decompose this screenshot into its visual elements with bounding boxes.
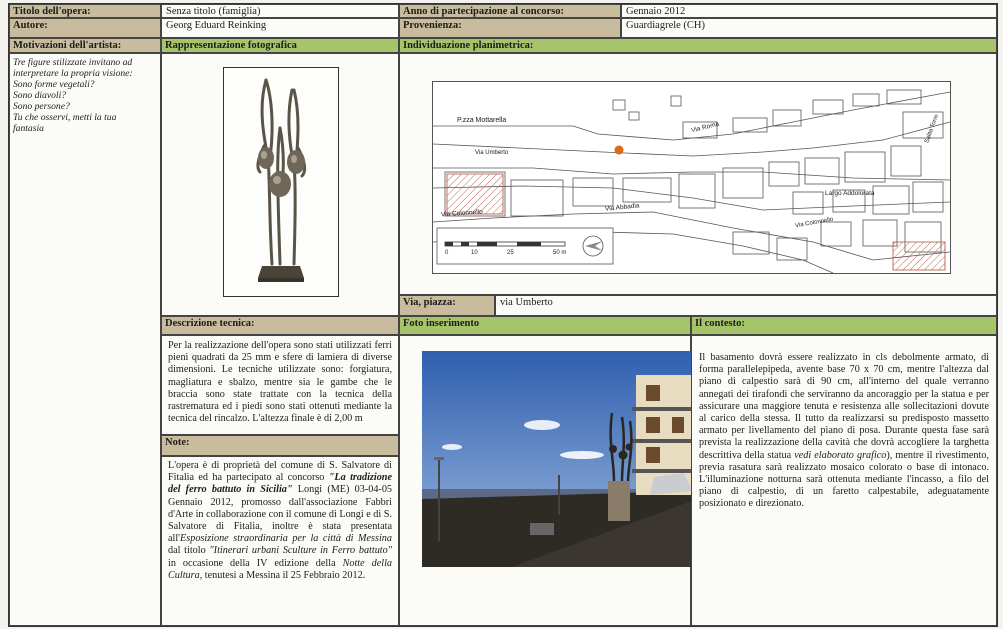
map-label: Individuazione planimetrica: [399, 38, 997, 53]
context-text [699, 352, 989, 511]
sculpture-image [224, 68, 338, 296]
title-label: Titolo dell'opera: [9, 4, 161, 18]
author-label: Autore: [9, 18, 161, 38]
author-value: Georg Eduard Reinking [161, 18, 399, 38]
motivation-line: fantasia [13, 123, 44, 134]
notes-box [161, 456, 399, 626]
motivation-label: Motivazioni dell'artista: [9, 38, 161, 53]
motivation-line: Sono persone? [13, 101, 70, 112]
origin-value: Guardiagrele (CH) [621, 18, 997, 38]
map-label-via-colonnello-2: Via Colonnello [794, 216, 834, 230]
site-plan-drawing [433, 82, 950, 273]
tech-box [161, 335, 399, 435]
map-label-via-abbadia: Via Abbadia [604, 202, 640, 213]
title-value: Senza titolo (famiglia) [161, 4, 399, 18]
location-marker [615, 146, 624, 155]
street-value: via Umberto [495, 295, 997, 316]
map-label-via-colonnello: Via Colonnello [440, 208, 484, 219]
context-ref: vedi elaborato grafico [794, 449, 887, 461]
scale-label-10: 10 [471, 250, 478, 256]
tech-label: Descrizione tecnica: [161, 316, 399, 335]
context-label: Il contesto: [691, 316, 997, 335]
notes-part: dal titolo [168, 545, 210, 557]
map-label-piazza: P.zza Mottarella [457, 117, 507, 124]
notes-part: Longi (ME) 03-04-05 Gennaio 2012, promosso dall'associazione Fabbri d'Arte in collaborazione con il comune di Longi e di S. Salvatore di Fitalia, inoltre è stata presentata all' [168, 484, 393, 545]
map-label-via-umberto: Via Umberto [475, 150, 509, 156]
insertion-image [422, 351, 692, 567]
context-part: Il basamento dovrà essere realizzato in cls debolmente armato, di forma parallelepipeda, avente base 70 x 70 cm, mentre l'altezza dal piano di calpestio sarà di 90 cm, all'interno del quale verranno annegati dei tirafondi che serviranno da ancoraggio per la statua e per assicurare una maggiore tenuta e resistenza alle sollecitazioni dovute al carico della stessa. Il tutto da realizzarsi su predisposto massetto armato per livellamento del piano di posa. Durante questa fase sarà prevista la realizzazione della cavità che dovrà accogliere la targhetta descrittiva della statua [699, 352, 989, 461]
context-box [691, 335, 997, 626]
scale-label-25: 25 [507, 250, 514, 256]
photo-label: Rappresentazione fotografica [161, 38, 399, 53]
motivation-line: Tre figure stilizzate invitano ad [13, 57, 133, 68]
notes-text [168, 460, 392, 582]
notes-part: in occasione della IV edizione della [168, 557, 343, 569]
insert-cell [399, 335, 691, 626]
scale-label-0: 0 [445, 250, 449, 256]
map-label-largo: Largo Addolorata [825, 190, 875, 197]
motivation-line: Sono forme vegetali? [13, 79, 95, 90]
insert-label: Foto inserimento [399, 316, 691, 335]
notes-contest-title: "La tradizione del ferro battuto in Sicilia" [168, 472, 392, 496]
context-part: ), mentre il rivestimento, previa rasatura sarà realizzato mosaico colorato o base di intonaco. L'illuminazione notturna sarà ottenuta mediante l'incasso, a filo del piano di calpestio, di un faretto calpestabile, adeguatamente posizionato e direzionato. [699, 449, 989, 510]
tech-description: Per la realizzazione dell'opera sono stati utilizzati ferri pieni quadrati da 25 mm e sfere di lamiera di diverse dimensioni. Le tecniche utilizzate sono: forgiatura, magliatura e sbalzo, mentre sia le gambe che le braccia sono state trattate con la tecnica della rastrematura ed i piedi sono stati ottenuti mediante la tecnica del rincalzo. L'altezza finale è di 2,00 m [168, 340, 392, 425]
map-label-via-roma: Via Roma [690, 120, 720, 135]
sculpture-photo [223, 67, 339, 297]
street-label: Via, piazza: [399, 295, 495, 316]
notes-exhibition: Esposizione straordinaria per la città di Messina [180, 533, 392, 545]
record-sheet [8, 3, 998, 627]
notes-part: L'opera è di proprietà del comune di S. Salvatore di Fitalia ed ha partecipato al concorso [168, 460, 392, 484]
notes-itinerary: "Itinerari urbani Sculture in Ferro battuto" [209, 545, 392, 557]
notes-label: Note: [161, 435, 399, 456]
scale-label-50: 50 m [553, 250, 567, 256]
map-label-salita: Salita Torre [924, 113, 941, 145]
insertion-photo [422, 351, 692, 567]
motivation-box [9, 53, 161, 626]
motivation-line: interpretare la propria visione: [13, 68, 133, 79]
site-plan [432, 81, 951, 274]
photo-cell [161, 53, 399, 316]
origin-label: Provenienza: [399, 18, 621, 38]
motivation-line: Sono diavoli? [13, 90, 67, 101]
map-cell [399, 53, 997, 295]
notes-night: Notte della Cultura, [168, 557, 392, 581]
year-label: Anno di partecipazione al concorso: [399, 4, 621, 18]
notes-part: tenutesi a Messina il 25 Febbraio 2012. [202, 569, 366, 581]
year-value: Gennaio 2012 [621, 4, 997, 18]
motivation-line: Tu che osservi, metti la tua [13, 112, 117, 123]
